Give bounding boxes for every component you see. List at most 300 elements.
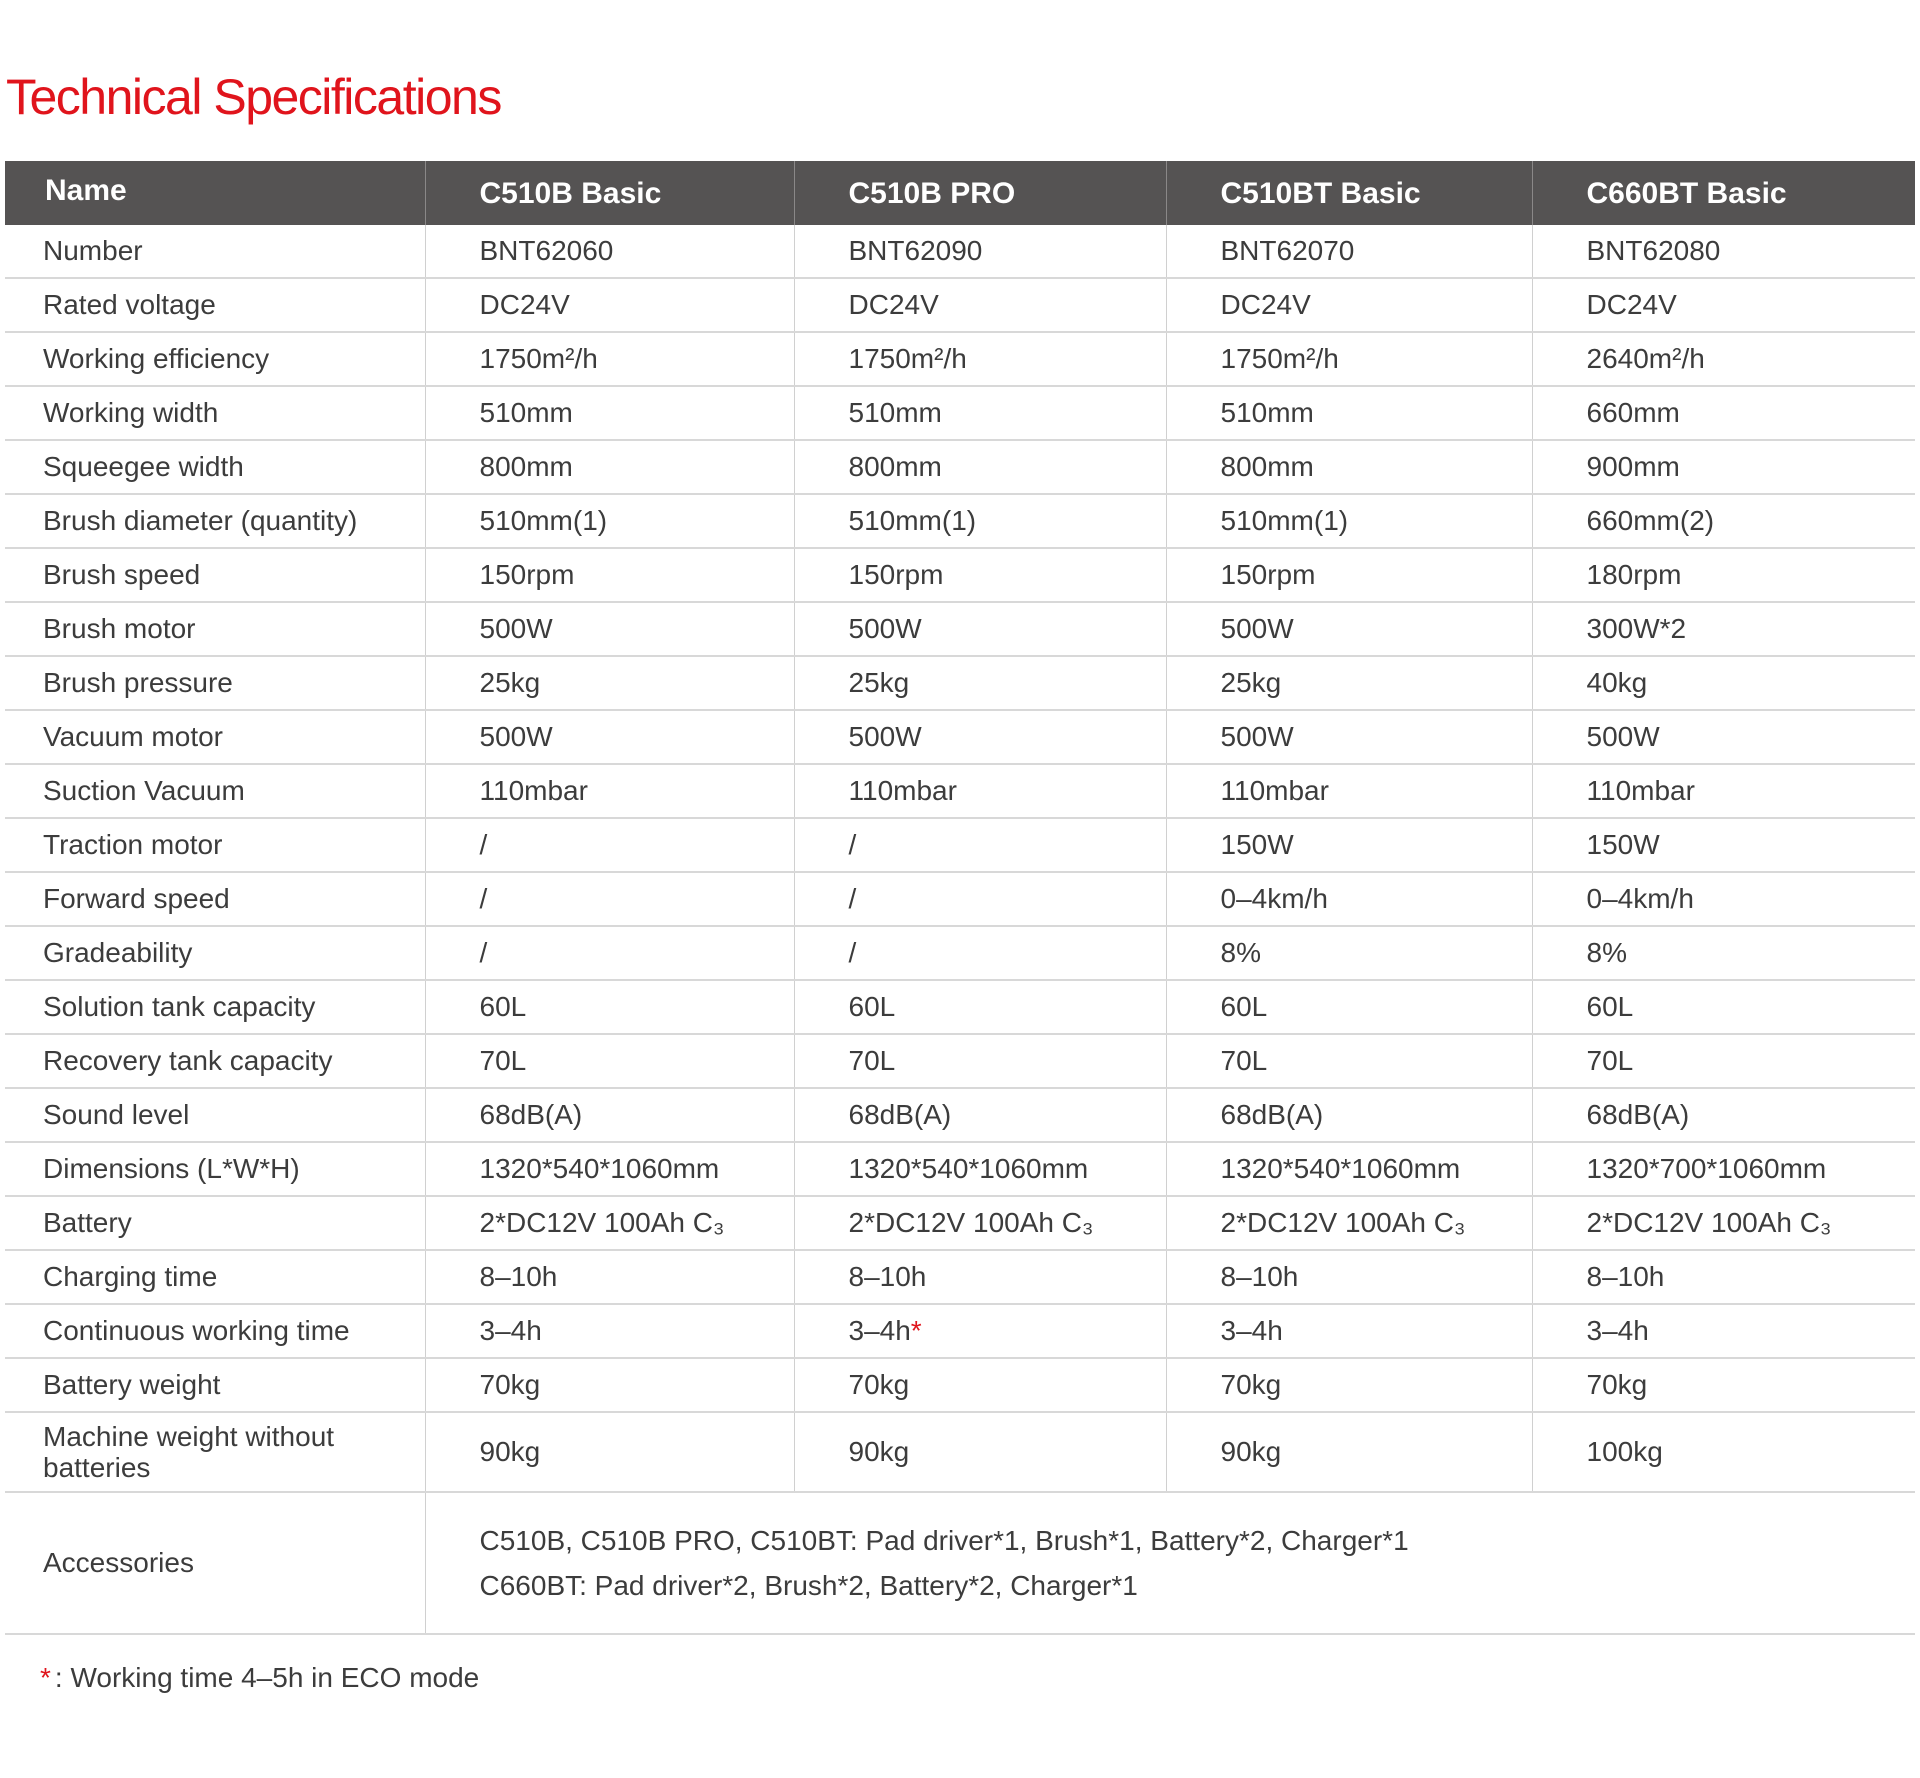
table-row (5, 1304, 1915, 1358)
table-cell (1166, 656, 1532, 710)
row-label-cell (5, 764, 425, 818)
table-row (5, 225, 1915, 278)
cell-content (426, 1261, 794, 1293)
table-cell (1166, 980, 1532, 1034)
row-label-cell (5, 1304, 425, 1358)
cell-value: BNT62060 (479, 235, 614, 266)
table-cell (794, 818, 1166, 872)
table-cell (425, 386, 794, 440)
accessories-cell (425, 1492, 1915, 1634)
table-cell (425, 1034, 794, 1088)
cell-value: 8–10h (479, 1261, 558, 1292)
table-cell (425, 764, 794, 818)
cell-content (426, 667, 794, 699)
cell-value: 1320*540*1060mm (479, 1153, 720, 1184)
cell-value: 800mm (479, 451, 573, 482)
row-label: Dimensions (L*W*H) (43, 1153, 300, 1184)
cell-content (1167, 721, 1532, 753)
row-label-cell (5, 1088, 425, 1142)
table-cell (794, 710, 1166, 764)
cell-value: 90kg (848, 1436, 910, 1467)
table-row (5, 440, 1915, 494)
cell-value: 68dB(A) (1220, 1099, 1324, 1130)
cell-value: 60L (1220, 991, 1268, 1022)
cell-value: 3–4h (1220, 1315, 1283, 1346)
row-label: Brush diameter (quantity) (43, 505, 358, 536)
cell-value: / (848, 883, 857, 914)
cell-value: 2*DC12V 100Ah C₃ (848, 1207, 1094, 1238)
column-header-label: Name (45, 174, 127, 207)
row-label: Working efficiency (43, 343, 270, 374)
row-label-cell (5, 440, 425, 494)
cell-content (426, 1045, 794, 1077)
cell-value: 110mbar (479, 775, 588, 806)
cell-value: 60L (848, 991, 896, 1022)
cell-content (795, 1207, 1166, 1239)
table-cell (425, 332, 794, 386)
row-label-cell (5, 818, 425, 872)
cell-value: 500W (1220, 721, 1294, 752)
cell-content (426, 883, 794, 915)
table-cell (794, 926, 1166, 980)
row-label-cell (5, 1250, 425, 1304)
row-label-cell (5, 386, 425, 440)
cell-value: 70L (479, 1045, 527, 1076)
cell-value: 8–10h (1586, 1261, 1665, 1292)
cell-value: 660mm(2) (1586, 505, 1715, 536)
cell-content (1533, 505, 1916, 537)
row-label: Brush motor (43, 613, 196, 644)
cell-value: 2*DC12V 100Ah C₃ (1586, 1207, 1832, 1238)
cell-content (426, 343, 794, 375)
table-cell (1532, 440, 1915, 494)
table-cell (1166, 1034, 1532, 1088)
table-cell (794, 278, 1166, 332)
cell-content (426, 613, 794, 645)
row-label-cell (5, 1034, 425, 1088)
cell-value: 900mm (1586, 451, 1680, 482)
column-header-label: C660BT Basic (1586, 177, 1787, 210)
cell-content (1167, 1099, 1532, 1131)
cell-value: 3–4h (1586, 1315, 1649, 1346)
cell-value: 1750m²/h (848, 343, 967, 374)
row-label-cell (5, 602, 425, 656)
table-cell (1532, 332, 1915, 386)
column-header-label: C510B PRO (848, 177, 1016, 210)
cell-value: 800mm (848, 451, 942, 482)
table-cell (425, 1250, 794, 1304)
cell-content (1533, 1045, 1916, 1077)
table-cell (1166, 1250, 1532, 1304)
cell-content (795, 451, 1166, 483)
cell-value: DC24V (479, 289, 570, 320)
cell-value: 70L (1220, 1045, 1268, 1076)
table-cell (1532, 818, 1915, 872)
table-row (5, 818, 1915, 872)
cell-content (426, 1153, 794, 1185)
cell-content (426, 451, 794, 483)
cell-content (426, 1315, 794, 1347)
row-label: Rated voltage (43, 289, 216, 320)
table-cell (1532, 1034, 1915, 1088)
cell-content (1167, 991, 1532, 1023)
cell-value: 90kg (479, 1436, 541, 1467)
cell-content (795, 721, 1166, 753)
cell-value: 800mm (1220, 451, 1314, 482)
cell-value: 500W (479, 613, 553, 644)
cell-value: 90kg (1220, 1436, 1282, 1467)
table-cell (1532, 548, 1915, 602)
row-label-cell (5, 656, 425, 710)
row-label: Squeegee width (43, 451, 244, 482)
cell-content (426, 829, 794, 861)
table-cell (794, 872, 1166, 926)
cell-value: DC24V (1586, 289, 1677, 320)
row-label: Battery weight (43, 1369, 221, 1400)
cell-content (795, 1045, 1166, 1077)
cell-content (795, 667, 1166, 699)
table-cell (1166, 602, 1532, 656)
table-row (5, 1412, 1915, 1492)
cell-value: 25kg (479, 667, 541, 698)
header-row (5, 161, 1915, 225)
table-row (5, 1250, 1915, 1304)
cell-content (795, 937, 1166, 969)
row-label-cell (5, 225, 425, 278)
table-cell (425, 1358, 794, 1412)
cell-value: 500W (848, 613, 922, 644)
row-label-cell (5, 1196, 425, 1250)
cell-value: / (479, 829, 488, 860)
column-header-c660bt-basic (1532, 161, 1915, 225)
table-row (5, 602, 1915, 656)
cell-content (1533, 937, 1916, 969)
cell-content (426, 775, 794, 807)
row-label: Brush pressure (43, 667, 233, 698)
table-row (5, 1088, 1915, 1142)
table-row (5, 1034, 1915, 1088)
cell-content (1533, 289, 1916, 321)
table-cell (425, 548, 794, 602)
cell-value: 25kg (848, 667, 910, 698)
table-cell (1532, 1304, 1915, 1358)
cell-content (1167, 1261, 1532, 1293)
cell-content (1167, 1369, 1532, 1401)
cell-value: 500W (848, 721, 922, 752)
table-cell (425, 818, 794, 872)
spec-table-body (5, 225, 1915, 1634)
row-label: Number (43, 235, 143, 266)
table-cell (1532, 602, 1915, 656)
table-cell (1166, 278, 1532, 332)
row-label: Solution tank capacity (43, 991, 316, 1022)
cell-content (795, 289, 1166, 321)
row-label-cell (5, 980, 425, 1034)
cell-content (1533, 721, 1916, 753)
row-label: Working width (43, 397, 219, 428)
asterisk-icon: * (910, 1315, 922, 1346)
table-cell (1166, 1196, 1532, 1250)
cell-content (426, 937, 794, 969)
cell-content (426, 1207, 794, 1239)
footnote-text: : Working time 4–5h in ECO mode (54, 1662, 480, 1693)
table-row (5, 278, 1915, 332)
cell-content (426, 289, 794, 321)
table-cell (1532, 764, 1915, 818)
cell-content (1533, 775, 1916, 807)
row-label: Gradeability (43, 937, 193, 968)
table-cell (794, 225, 1166, 278)
table-row (5, 926, 1915, 980)
table-cell (1532, 872, 1915, 926)
cell-content (795, 505, 1166, 537)
row-label: Vacuum motor (43, 721, 223, 752)
cell-content (1533, 1436, 1916, 1468)
cell-content (1167, 613, 1532, 645)
row-label-cell (5, 872, 425, 926)
cell-value: 40kg (1586, 667, 1648, 698)
cell-value: BNT62090 (848, 235, 983, 266)
cell-content (795, 775, 1166, 807)
column-header-label: C510BT Basic (1220, 177, 1421, 210)
cell-content (426, 721, 794, 753)
cell-value: DC24V (848, 289, 939, 320)
cell-value: 70L (1586, 1045, 1634, 1076)
table-row (5, 1142, 1915, 1196)
row-label-cell (5, 1142, 425, 1196)
table-cell (794, 332, 1166, 386)
cell-content (1167, 883, 1532, 915)
table-row (5, 332, 1915, 386)
cell-value: 70kg (479, 1369, 541, 1400)
table-cell (425, 1142, 794, 1196)
cell-content (1167, 235, 1532, 267)
table-cell (1532, 1412, 1915, 1492)
cell-value: 8% (1586, 937, 1627, 968)
cell-value: 510mm (848, 397, 942, 428)
cell-content (426, 991, 794, 1023)
table-cell (794, 386, 1166, 440)
cell-value: 180rpm (1586, 559, 1682, 590)
cell-content (1533, 667, 1916, 699)
accessories-line: C660BT: Pad driver*2, Brush*2, Battery*2, Charger*1 (479, 1570, 1138, 1601)
cell-content (426, 397, 794, 429)
table-cell (425, 440, 794, 494)
column-header-c510bt-basic (1166, 161, 1532, 225)
cell-content (795, 883, 1166, 915)
table-cell (425, 278, 794, 332)
table-cell (1166, 1304, 1532, 1358)
row-label: Charging time (43, 1261, 218, 1292)
cell-content (795, 1369, 1166, 1401)
cell-content (1533, 1261, 1916, 1293)
row-label-cell (5, 332, 425, 386)
cell-value: 8% (1220, 937, 1261, 968)
table-cell (1166, 764, 1532, 818)
row-label: Machine weight without batteries (43, 1421, 335, 1483)
table-cell (1166, 548, 1532, 602)
table-cell (794, 980, 1166, 1034)
cell-content (426, 235, 794, 267)
cell-content (1167, 667, 1532, 699)
table-cell (425, 1304, 794, 1358)
table-cell (1532, 656, 1915, 710)
cell-content (795, 1099, 1166, 1131)
cell-value: / (848, 937, 857, 968)
table-cell (425, 872, 794, 926)
table-cell (1532, 710, 1915, 764)
table-row (5, 1358, 1915, 1412)
cell-value: 510mm(1) (1220, 505, 1349, 536)
row-label: Suction Vacuum (43, 775, 245, 806)
table-row (5, 980, 1915, 1034)
table-row (5, 656, 1915, 710)
row-label: Brush speed (43, 559, 201, 590)
cell-content (795, 397, 1166, 429)
cell-value: / (479, 883, 488, 914)
cell-content (1533, 397, 1916, 429)
table-cell (1166, 710, 1532, 764)
cell-content (426, 1436, 794, 1468)
table-cell (794, 656, 1166, 710)
accessories-row (5, 1492, 1915, 1634)
table-cell (794, 494, 1166, 548)
cell-value: 70kg (1220, 1369, 1282, 1400)
cell-content (1533, 883, 1916, 915)
table-cell (1166, 494, 1532, 548)
row-label: Forward speed (43, 883, 230, 914)
table-cell (425, 602, 794, 656)
table-row (5, 764, 1915, 818)
cell-content (1167, 775, 1532, 807)
cell-value: 60L (479, 991, 527, 1022)
cell-value: 0–4km/h (1586, 883, 1694, 914)
table-row (5, 386, 1915, 440)
cell-content (1167, 1045, 1532, 1077)
cell-value: 25kg (1220, 667, 1282, 698)
cell-value: 68dB(A) (848, 1099, 952, 1130)
cell-content (795, 991, 1166, 1023)
asterisk-icon: * (40, 1662, 51, 1693)
cell-content (1533, 1315, 1916, 1347)
table-cell (425, 1088, 794, 1142)
cell-value: 70L (848, 1045, 896, 1076)
table-row (5, 548, 1915, 602)
cell-content (1167, 505, 1532, 537)
table-cell (1532, 1250, 1915, 1304)
cell-value: 8–10h (1220, 1261, 1299, 1292)
table-cell (425, 225, 794, 278)
cell-value: 1320*540*1060mm (1220, 1153, 1461, 1184)
row-label-cell (5, 494, 425, 548)
cell-value: 500W (1586, 721, 1660, 752)
table-cell (1532, 494, 1915, 548)
row-label: Sound level (43, 1099, 190, 1130)
table-cell (794, 764, 1166, 818)
cell-content (426, 505, 794, 537)
cell-content (1167, 1436, 1532, 1468)
cell-value: 510mm(1) (848, 505, 977, 536)
table-cell (1166, 872, 1532, 926)
cell-content (795, 1315, 1166, 1347)
cell-value: 150W (1220, 829, 1294, 860)
row-label-cell (5, 710, 425, 764)
cell-content (1167, 451, 1532, 483)
cell-content (1533, 613, 1916, 645)
table-cell (1166, 818, 1532, 872)
cell-content (795, 829, 1166, 861)
table-row (5, 710, 1915, 764)
cell-value: 2*DC12V 100Ah C₃ (479, 1207, 725, 1238)
cell-value: 3–4h (848, 1315, 911, 1346)
cell-content (1533, 559, 1916, 591)
cell-value: 100kg (1586, 1436, 1663, 1467)
cell-value: 510mm (479, 397, 573, 428)
column-header-label: C510B Basic (479, 177, 662, 210)
row-label-cell (5, 1492, 425, 1634)
row-label-cell (5, 548, 425, 602)
cell-value: 150rpm (479, 559, 575, 590)
table-cell (1166, 225, 1532, 278)
cell-value: 1750m²/h (1220, 343, 1339, 374)
row-label-cell (5, 278, 425, 332)
table-cell (1532, 1088, 1915, 1142)
accessories-line: C510B, C510B PRO, C510BT: Pad driver*1, Brush*1, Battery*2, Charger*1 (479, 1525, 1409, 1556)
row-label: Traction motor (43, 829, 223, 860)
spec-table (5, 161, 1915, 1635)
cell-content (1167, 289, 1532, 321)
cell-content (1533, 1207, 1916, 1239)
cell-value: BNT62080 (1586, 235, 1721, 266)
row-label: Accessories (43, 1547, 194, 1578)
cell-content (795, 613, 1166, 645)
table-cell (794, 1142, 1166, 1196)
cell-content (795, 1153, 1166, 1185)
cell-content (1533, 235, 1916, 267)
cell-value: 660mm (1586, 397, 1680, 428)
table-row (5, 494, 1915, 548)
table-cell (794, 1304, 1166, 1358)
cell-value: 70kg (1586, 1369, 1648, 1400)
cell-content (1167, 559, 1532, 591)
column-header-c510b-basic (425, 161, 794, 225)
cell-value: 1750m²/h (479, 343, 598, 374)
cell-content (1167, 397, 1532, 429)
table-cell (425, 494, 794, 548)
row-label-cell (5, 926, 425, 980)
table-cell (425, 1196, 794, 1250)
cell-value: 500W (479, 721, 553, 752)
row-label-cell (5, 1358, 425, 1412)
table-cell (1166, 1142, 1532, 1196)
table-cell (794, 1088, 1166, 1142)
cell-content (1167, 829, 1532, 861)
table-cell (1532, 1358, 1915, 1412)
cell-content (795, 235, 1166, 267)
row-label: Continuous working time (43, 1315, 350, 1346)
table-cell (794, 548, 1166, 602)
cell-value: 110mbar (1586, 775, 1695, 806)
cell-value: 60L (1586, 991, 1634, 1022)
cell-value: 510mm (1220, 397, 1314, 428)
table-cell (425, 1412, 794, 1492)
table-cell (425, 656, 794, 710)
cell-value: 68dB(A) (479, 1099, 583, 1130)
table-cell (425, 980, 794, 1034)
cell-value: 150rpm (1220, 559, 1316, 590)
row-label-cell (5, 1412, 425, 1492)
cell-value: 1320*540*1060mm (848, 1153, 1089, 1184)
